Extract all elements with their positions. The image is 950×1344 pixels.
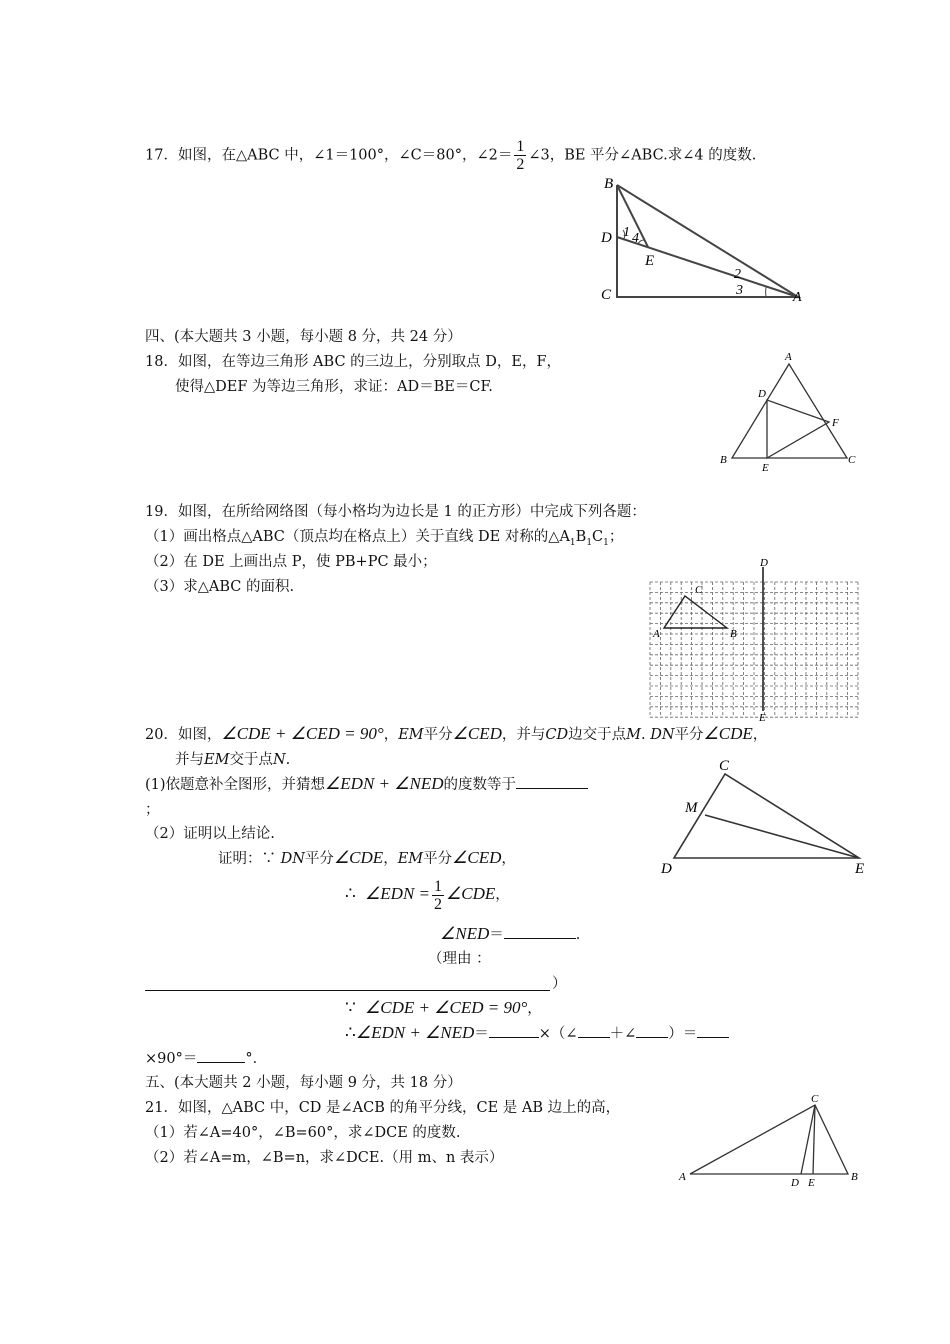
q17-figure bbox=[590, 172, 820, 307]
q21-label-a: A bbox=[679, 1171, 686, 1183]
q18-label-a: A bbox=[785, 351, 792, 363]
q17-label-b: B bbox=[604, 176, 614, 192]
q19-label-b: B bbox=[730, 628, 737, 640]
q18-label-e: E bbox=[762, 462, 769, 474]
q17-label-a: A bbox=[793, 290, 802, 305]
q20-label-m: M bbox=[685, 800, 698, 816]
q19-part1: （1）画出格点△ABC（顶点均在格点上）关于直线 DE 对称的$\triangle A_1B_1C_1$； bbox=[145, 529, 624, 548]
q17-tail: ∠3，BE 平分∠ABC.求∠4 的度数. bbox=[528, 147, 757, 164]
q20-answer-blank-5[interactable] bbox=[636, 1023, 668, 1038]
q20-proof-line5: ∵ ∠CDE + ∠CED = 90°， bbox=[345, 998, 542, 1017]
q20-reason-blank[interactable] bbox=[145, 990, 550, 991]
q20-answer-blank-2[interactable] bbox=[504, 924, 576, 939]
q20-reason-close: ） bbox=[552, 976, 567, 992]
q20-proof-line7: ×90°＝ °． bbox=[145, 1048, 267, 1069]
q21-label-c: C bbox=[811, 1093, 819, 1105]
q20-proof-line6: ∴∠EDN + ∠NED＝ ×（∠ ＋∠ ）＝ bbox=[345, 1021, 729, 1046]
q20-half-fraction: $\frac{1}{2}$ bbox=[434, 877, 443, 913]
q19-line1: 19．如图，在所给网络图（每小格均为边长是 1 的正方形）中完成下列各题： bbox=[145, 504, 646, 520]
q19-label-d: D bbox=[760, 557, 768, 569]
q17-label-d: D bbox=[601, 230, 612, 246]
q21-label-d: D bbox=[791, 1177, 799, 1189]
q21-label-b: B bbox=[851, 1171, 858, 1183]
q20-part1: (1)依题意补全图形，并猜想∠EDN + ∠NED的度数等于 bbox=[145, 772, 588, 797]
q20-part1-semicolon: ； bbox=[145, 802, 160, 818]
q18-figure bbox=[715, 350, 865, 475]
q20-answer-blank-4[interactable] bbox=[578, 1023, 610, 1038]
q20-answer-blank-1[interactable] bbox=[516, 774, 588, 789]
q20-label-c: C bbox=[719, 758, 730, 774]
q17-label-3: 3 bbox=[736, 283, 743, 298]
q18-label-b: B bbox=[720, 454, 727, 466]
q20-line2: 并与EM交于点N. bbox=[175, 752, 291, 768]
q18-label-c: C bbox=[848, 454, 856, 466]
q18-line2: 使得△DEF 为等边三角形，求证：AD＝BE＝CF. bbox=[175, 379, 493, 395]
q20-answer-blank-6[interactable] bbox=[697, 1023, 729, 1038]
section-4-title: 四、(本大题共 3 小题，每小题 8 分，共 24 分） bbox=[145, 329, 462, 345]
q17-fraction: $\frac{1}{2}$ bbox=[516, 138, 525, 173]
q19-label-e: E bbox=[759, 712, 766, 724]
section-5-title: 五、(本大题共 2 小题，每小题 9 分，共 18 分） bbox=[145, 1075, 462, 1091]
q20-line1: 20．如图，∠CDE + ∠CED = 90°，EM平分∠CED，并与CD边交于点M. DN平分∠CDE， bbox=[145, 724, 768, 743]
q20-reason: （理由 ： bbox=[428, 951, 491, 967]
q20-part2: （2）证明以上结论. bbox=[145, 826, 275, 842]
q21-part2: （2）若∠A=m，∠B=n，求∠DCE.（用 m、n 表示） bbox=[145, 1150, 504, 1166]
q20-proof-line3: ∠NED＝ . bbox=[440, 924, 581, 943]
q20-proof-line1: 证明：∵ DN平分∠CDE，EM平分∠CED， bbox=[218, 848, 516, 867]
q17-text bbox=[145, 138, 756, 173]
q20-answer-blank-3[interactable] bbox=[489, 1023, 539, 1038]
q20-figure bbox=[655, 755, 875, 880]
q17-label-e: E bbox=[645, 253, 655, 269]
q21-part1: （1）若∠A=40°，∠B=60°，求∠DCE 的度数. bbox=[145, 1125, 461, 1141]
q19-part2: （2）在 DE 上画出点 P，使 PB+PC 最小； bbox=[145, 554, 437, 570]
q20-proof-line2: ∴ ∠EDN = $\frac{1}{2}$ ∠CDE， bbox=[345, 877, 510, 913]
q20-answer-blank-7[interactable] bbox=[197, 1048, 245, 1063]
q21-line1: 21．如图，△ABC 中，CD 是∠ACB 的角平分线，CE 是 AB 边上的高， bbox=[145, 1100, 621, 1116]
q17-head: 17．如图，在△ABC 中，∠1＝100°，∠C＝80°，∠2＝ bbox=[145, 147, 513, 164]
q21-figure bbox=[675, 1090, 875, 1190]
q17-label-c: C bbox=[601, 287, 612, 303]
q19-label-c: C bbox=[695, 584, 703, 596]
q19-grid-figure bbox=[640, 555, 880, 725]
q21-label-e: E bbox=[808, 1177, 815, 1189]
q19-part3: （3）求△ABC 的面积. bbox=[145, 579, 295, 595]
q18-line1: 18．如图，在等边三角形 ABC 的三边上，分别取点 D，E，F， bbox=[145, 354, 562, 370]
q20-label-d: D bbox=[661, 861, 672, 877]
q18-label-d: D bbox=[758, 388, 766, 400]
q20-label-e: E bbox=[855, 861, 865, 877]
q20-math-sum: ∠CDE + ∠CED = 90° bbox=[221, 724, 384, 743]
q17-label-2: 2 bbox=[734, 267, 741, 282]
q17-label-4: 4 bbox=[632, 231, 639, 246]
q19-label-a: A bbox=[653, 628, 660, 640]
q17-label-1: 1 bbox=[623, 225, 630, 240]
q18-label-f: F bbox=[832, 417, 839, 429]
